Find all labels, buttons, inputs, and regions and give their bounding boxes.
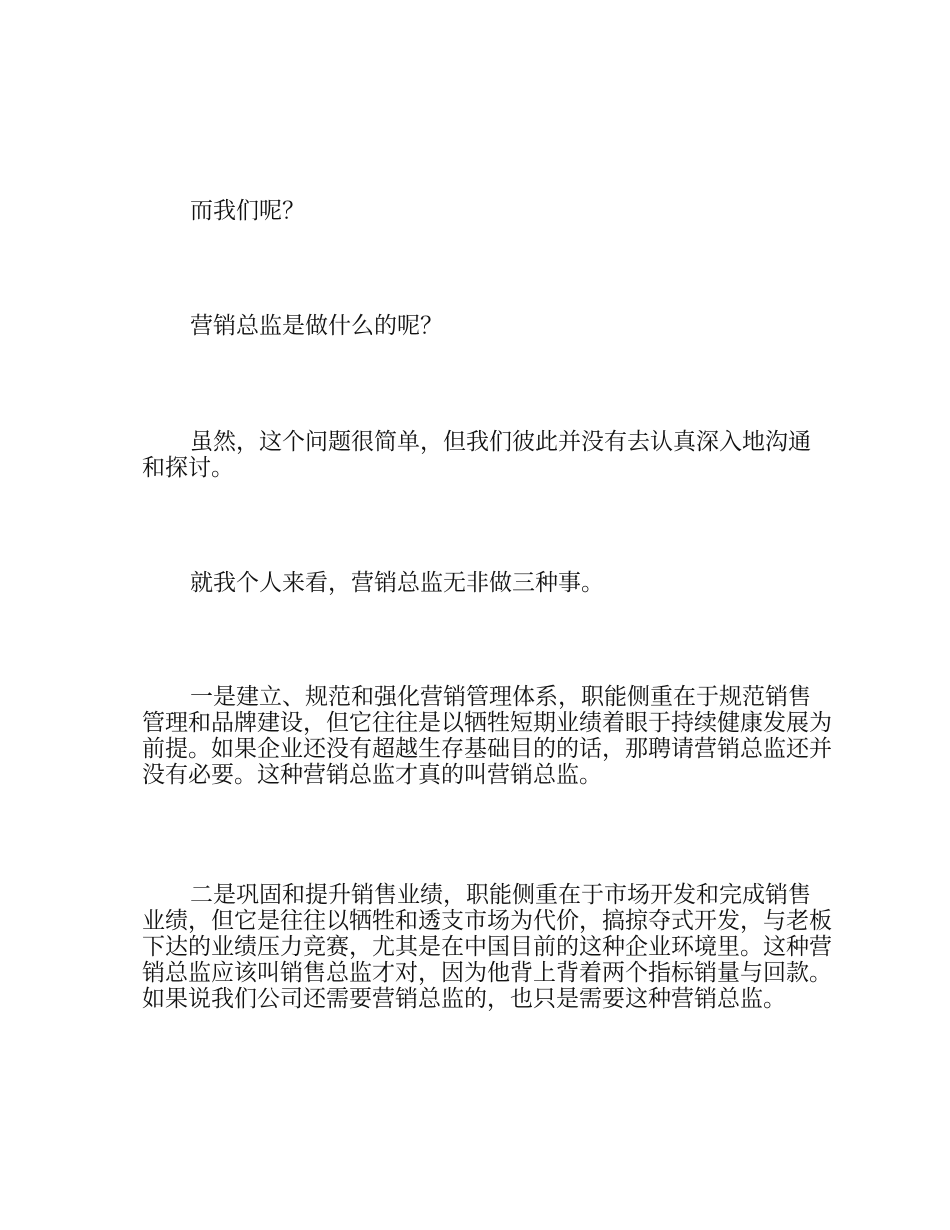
paragraph-2: 营销总监是做什么的呢？ bbox=[190, 313, 443, 339]
paragraph-6: 二是巩固和提升销售业绩，职能侧重在于市场开发和完成销售业绩，但它是往往以牺牲和透支市场为代价，搞掠夺式开发，与老板下达的业绩压力竞赛，尤其是在中国目前的这种企业环境里。这种营销总监应该叫销售总监才对，因为他背上背着两个指标销量与回款。如果说我们公司还需要营销总监的，也只是需要这种营销总监。 bbox=[142, 882, 832, 1012]
paragraph-5: 一是建立、规范和强化营销管理体系，职能侧重在于规范销售管理和品牌建设，但它往往是以牺牲短期业绩着眼于持续健康发展为前提。如果企业还没有超越生存基础目的的话，那聘请营销总监还并没有必要。这种营销总监才真的叫营销总监。 bbox=[142, 684, 832, 788]
paragraph-1: 而我们呢？ bbox=[190, 198, 305, 224]
paragraph-3: 虽然，这个问题很简单，但我们彼此并没有去认真深入地沟通和探讨。 bbox=[142, 429, 811, 481]
paragraph-4: 就我个人来看，营销总监无非做三种事。 bbox=[190, 570, 604, 596]
